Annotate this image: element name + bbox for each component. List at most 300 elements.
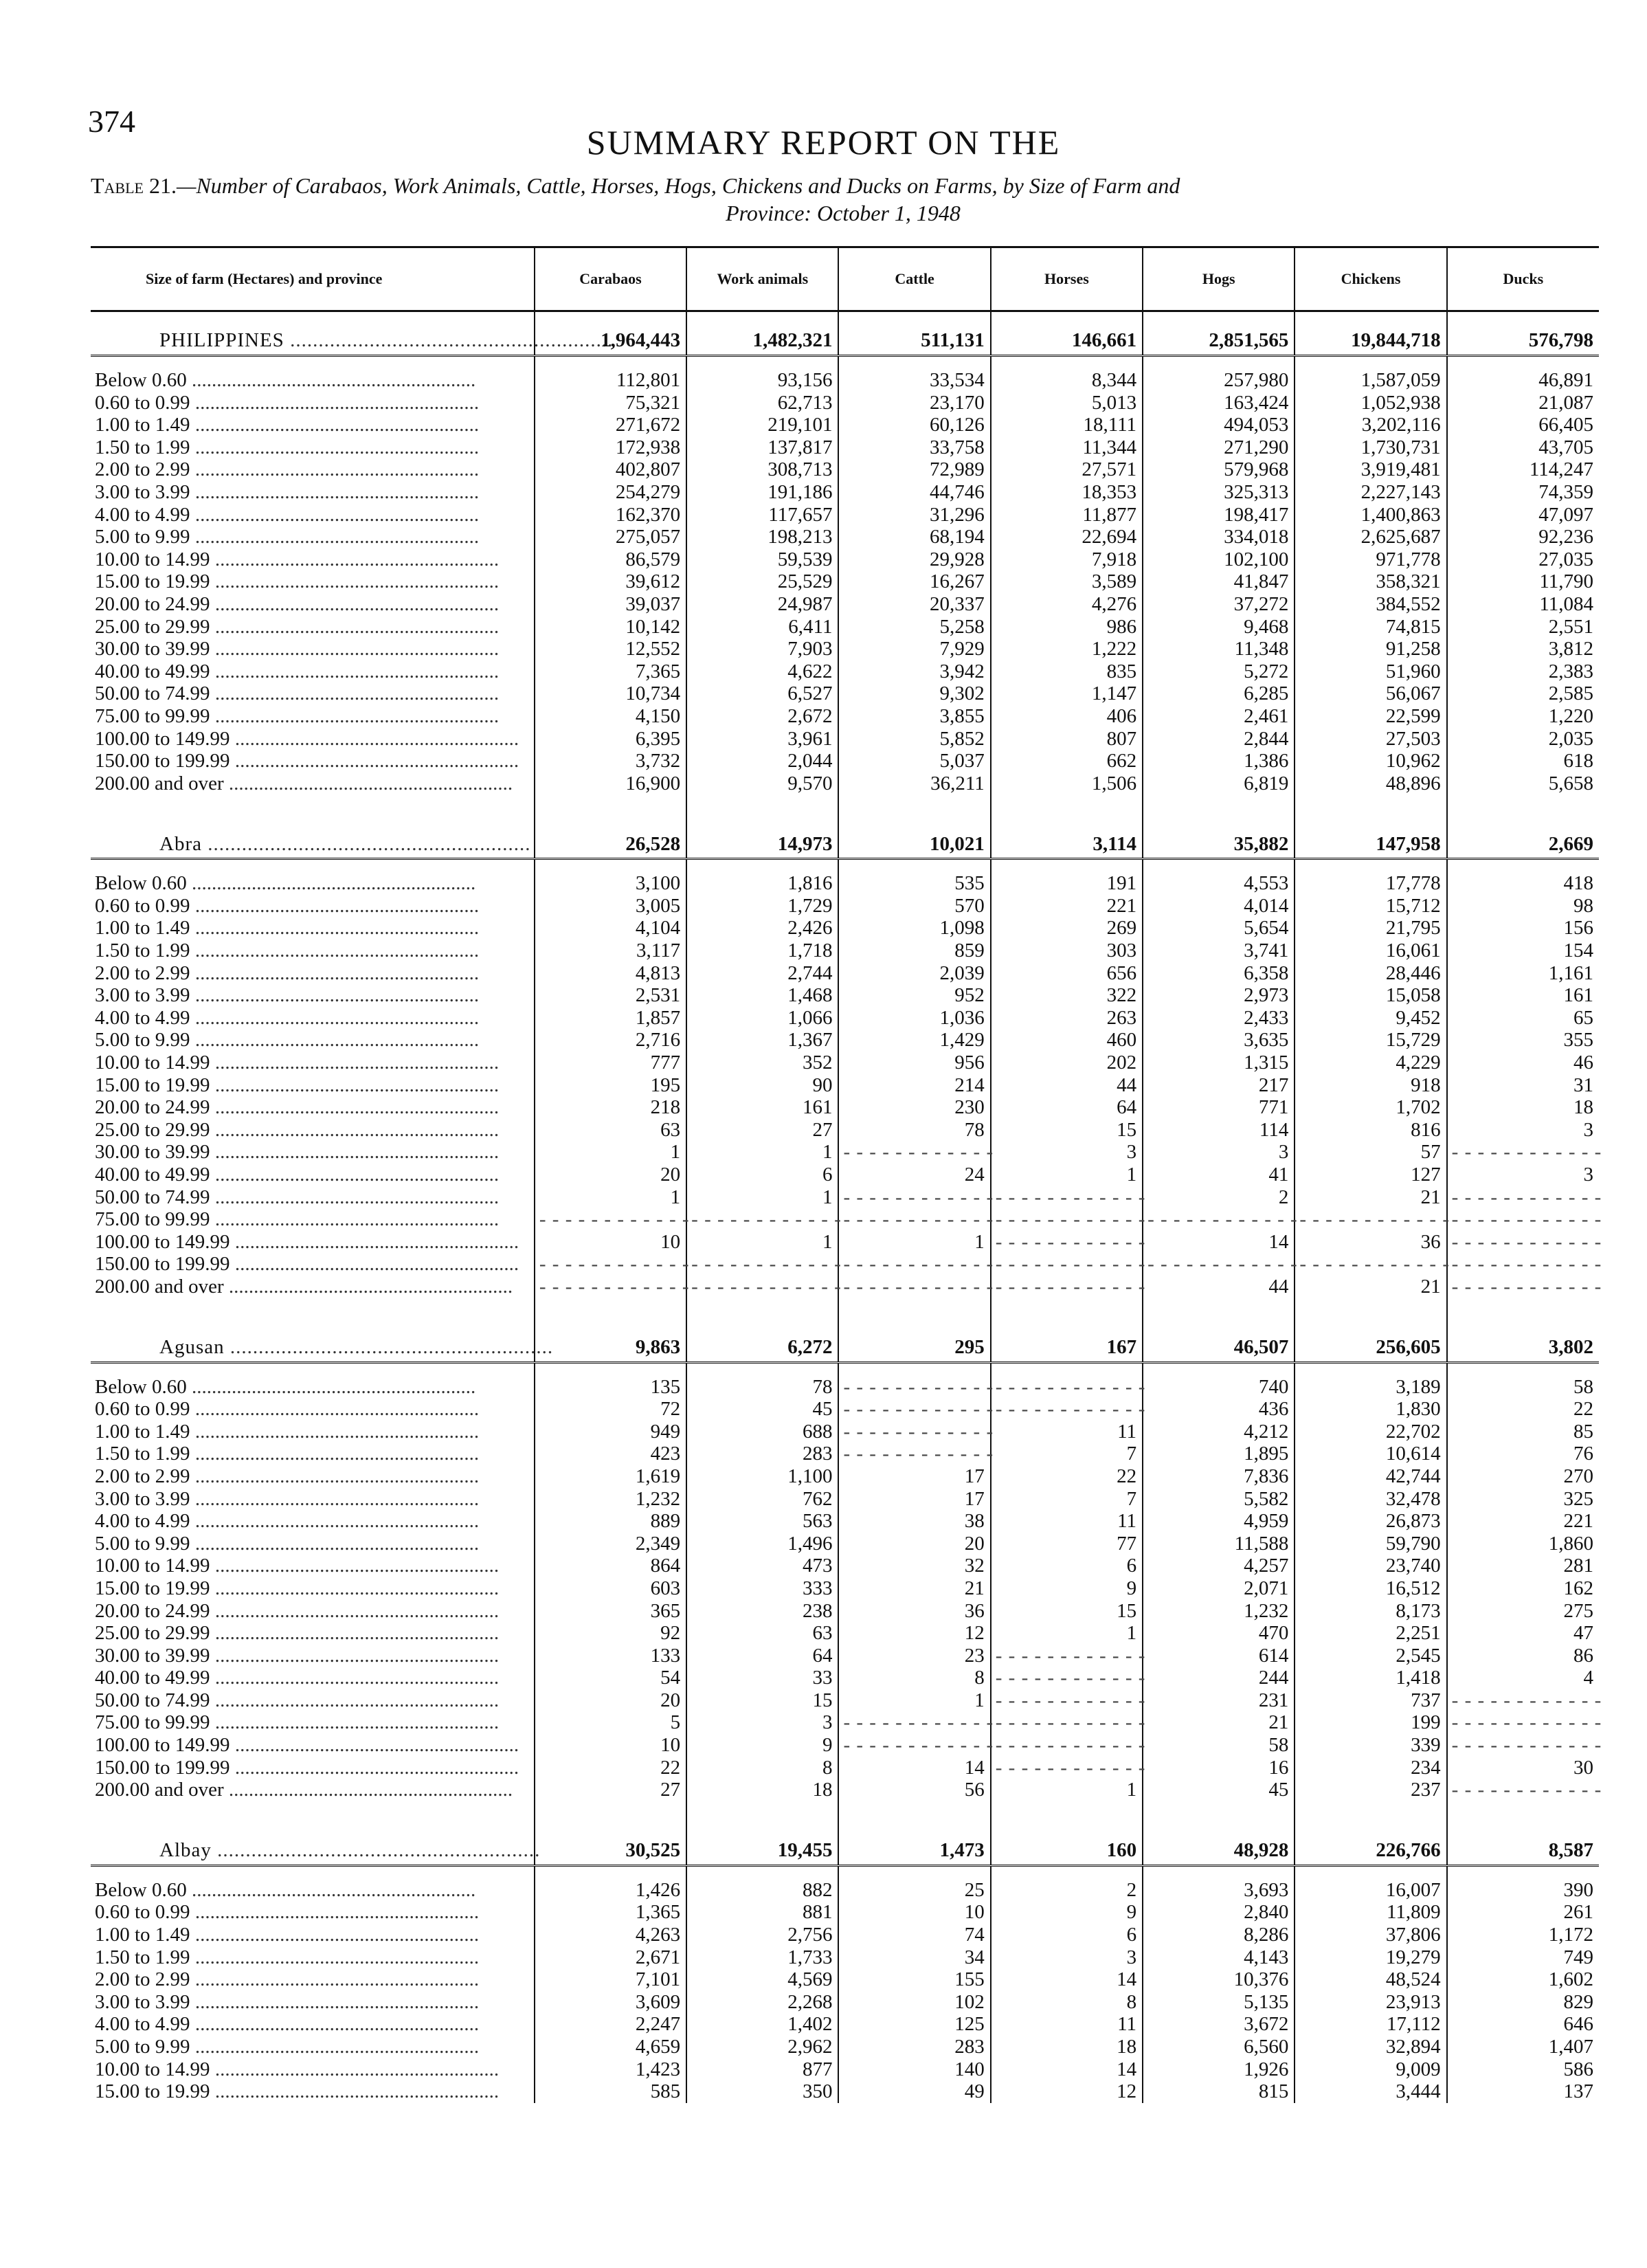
size-class-label: 15.00 to 19.99 <box>95 2080 210 2103</box>
value-cell: 78 <box>838 1119 990 1142</box>
value-cell: - - - - - - - - - - - - <box>838 1398 990 1421</box>
value-cell: 816 <box>1295 1119 1446 1142</box>
value-cell: 16,007 <box>1295 1879 1446 1902</box>
value-cell: 5,272 <box>1143 660 1295 683</box>
table-row <box>91 1141 1599 1164</box>
value-cell: 62,713 <box>686 392 838 414</box>
value-cell: 28,446 <box>1295 962 1446 985</box>
value-cell: 135 <box>535 1376 686 1399</box>
value-cell: 1,036 <box>838 1007 990 1030</box>
value-cell: 2,672 <box>686 705 838 728</box>
value-cell: 234 <box>1295 1757 1446 1779</box>
total-cell: 2,851,565 <box>1143 311 1295 356</box>
value-cell: 5,037 <box>838 750 990 772</box>
value-cell: - - - - - - - - - - - - <box>838 1376 990 1399</box>
value-cell: 78 <box>686 1376 838 1399</box>
value-cell: - - - - - - - - - - - - <box>686 1253 838 1276</box>
value-cell: 237 <box>1295 1779 1446 1801</box>
table-row <box>91 984 1599 1007</box>
size-class-label: 5.00 to 9.99 <box>95 1532 190 1555</box>
value-cell: 807 <box>991 728 1143 751</box>
size-class-cell: 4.00 to 4.99 ......................................................... <box>95 1510 480 1533</box>
size-class-cell: 10.00 to 14.99 ......................................................... <box>95 2058 500 2080</box>
table-row <box>91 1208 1599 1231</box>
size-class-label: 10.00 to 14.99 <box>95 1052 210 1074</box>
value-cell: 281 <box>1447 1555 1599 1577</box>
size-class-label: 40.00 to 49.99 <box>95 1667 210 1689</box>
value-cell: - - - - - - - - - - - - <box>838 1711 990 1734</box>
size-class-cell: 2.00 to 2.99 ......................................................... <box>95 458 480 481</box>
total-cell: 256,605 <box>1295 1319 1446 1363</box>
value-cell: - - - - - - - - - - - - <box>991 1667 1143 1689</box>
value-cell: 11 <box>991 1421 1143 1443</box>
size-class-label: 5.00 to 9.99 <box>95 526 190 548</box>
value-cell: 14 <box>838 1757 990 1779</box>
value-cell: - - - - - - - - - - - - <box>991 1208 1143 1231</box>
column-header-cattle: Cattle <box>838 247 990 311</box>
total-cell: 2,669 <box>1447 815 1599 859</box>
size-class-cell: 15.00 to 19.99 ......................................................... <box>95 2080 500 2103</box>
value-cell: 6,560 <box>1143 2036 1295 2058</box>
value-cell: - - - - - - - - - - - - <box>1447 1231 1599 1254</box>
value-cell: 42,744 <box>1295 1465 1446 1488</box>
value-cell: 221 <box>991 895 1143 918</box>
value-cell: 137,817 <box>686 436 838 459</box>
value-cell: 59,539 <box>686 548 838 571</box>
size-class-cell: 40.00 to 49.99 ......................................................... <box>95 660 500 682</box>
section-spacer <box>91 1298 1599 1319</box>
caption-lead: Table 21. <box>91 173 177 198</box>
value-cell: 3,919,481 <box>1295 458 1446 481</box>
value-cell: 11 <box>991 1510 1143 1533</box>
value-cell: 11,877 <box>991 504 1143 526</box>
size-class-cell: 100.00 to 149.99 ......................................................... <box>95 1734 519 1757</box>
value-cell: 1,468 <box>686 984 838 1007</box>
value-cell: 283 <box>838 2036 990 2058</box>
value-cell: 22,599 <box>1295 705 1446 728</box>
value-cell: 1,407 <box>1447 2036 1599 2058</box>
value-cell: 16,900 <box>535 772 686 795</box>
value-cell: 23,170 <box>838 392 990 414</box>
value-cell: 1,100 <box>686 1465 838 1488</box>
size-class-label: 30.00 to 39.99 <box>95 638 210 660</box>
value-cell: 37,272 <box>1143 593 1295 616</box>
section-spacer <box>91 794 1599 815</box>
size-class-label: 15.00 to 19.99 <box>95 1577 210 1599</box>
value-cell: 1 <box>991 1622 1143 1645</box>
table-row <box>91 1924 1599 1946</box>
value-cell: 9,468 <box>1143 616 1295 638</box>
value-cell: 27,503 <box>1295 728 1446 751</box>
value-cell: 20 <box>535 1689 686 1712</box>
value-cell: 585 <box>535 2080 686 2103</box>
size-class-label: 10.00 to 14.99 <box>95 1555 210 1577</box>
value-cell: 16,061 <box>1295 940 1446 962</box>
value-cell: 137 <box>1447 2080 1599 2103</box>
value-cell: 86,579 <box>535 548 686 571</box>
value-cell: 191 <box>991 872 1143 895</box>
value-cell: 41 <box>1143 1164 1295 1186</box>
size-class-cell: 10.00 to 14.99 ......................................................... <box>95 1052 500 1074</box>
value-cell: 1 <box>686 1231 838 1254</box>
value-cell: 31 <box>1447 1074 1599 1097</box>
value-cell: 20 <box>535 1164 686 1186</box>
value-cell: 864 <box>535 1555 686 1577</box>
value-cell: 9 <box>686 1734 838 1757</box>
total-cell: 147,958 <box>1295 815 1446 859</box>
size-class-label: 4.00 to 4.99 <box>95 1510 190 1533</box>
size-class-cell: 1.50 to 1.99 ......................................................... <box>95 1443 480 1465</box>
value-cell: 34 <box>838 1946 990 1969</box>
value-cell: 22 <box>1447 1398 1599 1421</box>
value-cell: 17,778 <box>1295 872 1446 895</box>
value-cell: 20 <box>838 1533 990 1555</box>
value-cell: 2,671 <box>535 1946 686 1969</box>
size-class-label: 30.00 to 39.99 <box>95 1644 210 1667</box>
value-cell: 740 <box>1143 1376 1295 1399</box>
value-cell: 4,659 <box>535 2036 686 2058</box>
size-class-label: 0.60 to 0.99 <box>95 391 190 414</box>
value-cell: 16,512 <box>1295 1577 1446 1600</box>
value-cell: 3,635 <box>1143 1029 1295 1052</box>
table-row <box>91 1555 1599 1577</box>
value-cell: 36 <box>838 1600 990 1623</box>
value-cell: 1,860 <box>1447 1533 1599 1555</box>
size-class-cell: 3.00 to 3.99 ......................................................... <box>95 984 480 1007</box>
total-cell: 295 <box>838 1319 990 1363</box>
running-head: SUMMARY REPORT ON THE <box>586 123 1061 162</box>
value-cell: 10,962 <box>1295 750 1446 772</box>
value-cell: 494,053 <box>1143 414 1295 436</box>
size-class-label: 1.00 to 1.49 <box>95 917 190 940</box>
row-spacer <box>91 1362 1599 1376</box>
value-cell: 4,553 <box>1143 872 1295 895</box>
value-cell: 1 <box>838 1231 990 1254</box>
value-cell: 22,702 <box>1295 1421 1446 1443</box>
table-row <box>91 2058 1599 2081</box>
table-row <box>91 1991 1599 2014</box>
table-row <box>91 962 1599 985</box>
value-cell: 956 <box>838 1052 990 1074</box>
size-class-cell: 40.00 to 49.99 ......................................................... <box>95 1667 500 1689</box>
value-cell: 418 <box>1447 872 1599 895</box>
table-row <box>91 772 1599 795</box>
size-class-cell: 150.00 to 199.99 ......................................................... <box>95 1756 519 1779</box>
value-cell: 21 <box>838 1577 990 1600</box>
value-cell: 1,816 <box>686 872 838 895</box>
total-cell: 35,882 <box>1143 815 1295 859</box>
value-cell: - - - - - - - - - - - - <box>1447 1689 1599 1712</box>
total-cell: 19,455 <box>686 1822 838 1866</box>
size-class-cell: 0.60 to 0.99 ......................................................... <box>95 1901 480 1924</box>
value-cell: 835 <box>991 660 1143 683</box>
size-class-cell: 75.00 to 99.99 ......................................................... <box>95 1711 500 1734</box>
size-class-cell: 3.00 to 3.99 ......................................................... <box>95 480 480 503</box>
value-cell: 198,417 <box>1143 504 1295 526</box>
value-cell: 2,071 <box>1143 1577 1295 1600</box>
value-cell: 271,672 <box>535 414 686 436</box>
table-row <box>91 638 1599 660</box>
value-cell: - - - - - - - - - - - - <box>686 1208 838 1231</box>
value-cell: 1,386 <box>1143 750 1295 772</box>
value-cell: 2,227,143 <box>1295 481 1446 504</box>
size-class-label: 1.50 to 1.99 <box>95 436 190 458</box>
size-class-cell: 0.60 to 0.99 ......................................................... <box>95 391 480 414</box>
size-class-label: 10.00 to 14.99 <box>95 2058 210 2080</box>
table-row <box>91 1879 1599 1902</box>
total-cell: 1,964,443 <box>535 311 686 356</box>
province-name: Abra ......................................................... <box>91 815 535 859</box>
row-spacer <box>91 859 1599 873</box>
value-cell: 199 <box>1295 1711 1446 1734</box>
province-name: Agusan ......................................................... <box>91 1319 535 1363</box>
value-cell: 162 <box>1447 1577 1599 1600</box>
size-class-label: 4.00 to 4.99 <box>95 2013 190 2036</box>
value-cell: 38 <box>838 1510 990 1533</box>
size-class-label: 30.00 to 39.99 <box>95 1141 210 1164</box>
value-cell: - - - - - - - - - - - - <box>1447 1186 1599 1209</box>
size-class-cell: 1.00 to 1.49 ......................................................... <box>95 1420 480 1443</box>
size-class-cell: 4.00 to 4.99 ......................................................... <box>95 1006 480 1029</box>
value-cell: 68,194 <box>838 526 990 548</box>
value-cell: 22 <box>991 1465 1143 1488</box>
value-cell: 6,411 <box>686 616 838 638</box>
size-class-cell: 200.00 and over ......................................................... <box>95 772 513 794</box>
size-class-cell: 4.00 to 4.99 ......................................................... <box>95 2013 480 2036</box>
value-cell: 112,801 <box>535 369 686 392</box>
value-cell: 12,552 <box>535 638 686 660</box>
value-cell: 949 <box>535 1421 686 1443</box>
table-row <box>91 1645 1599 1667</box>
size-class-cell: 0.60 to 0.99 ......................................................... <box>95 1398 480 1421</box>
table-row <box>91 750 1599 772</box>
table-row <box>91 1096 1599 1119</box>
value-cell: 2,545 <box>1295 1645 1446 1667</box>
value-cell: - - - - - - - - - - - - <box>991 1253 1143 1276</box>
table-caption <box>91 172 1595 227</box>
value-cell: 117,657 <box>686 504 838 526</box>
value-cell: 47,097 <box>1447 504 1599 526</box>
table-row <box>91 1510 1599 1533</box>
value-cell: 3,693 <box>1143 1879 1295 1902</box>
page-number: 374 <box>88 104 135 139</box>
value-cell: 1,429 <box>838 1029 990 1052</box>
value-cell: 5,852 <box>838 728 990 751</box>
value-cell: 5,582 <box>1143 1488 1295 1511</box>
size-class-cell: 100.00 to 149.99 ......................................................... <box>95 1230 519 1253</box>
value-cell: 6 <box>991 1924 1143 1946</box>
value-cell: 350 <box>686 2080 838 2103</box>
value-cell: 384,552 <box>1295 593 1446 616</box>
value-cell: 254,279 <box>535 481 686 504</box>
value-cell: 762 <box>686 1488 838 1511</box>
value-cell: - - - - - - - - - - - - <box>535 1208 686 1231</box>
value-cell: 1,418 <box>1295 1667 1446 1689</box>
value-cell: 21,087 <box>1447 392 1599 414</box>
value-cell: 9,570 <box>686 772 838 795</box>
size-class-label: 150.00 to 199.99 <box>95 1253 230 1276</box>
table-header-row <box>91 247 1599 311</box>
table-row <box>91 1074 1599 1097</box>
total-cell: 576,798 <box>1447 311 1599 356</box>
value-cell: 63 <box>535 1119 686 1142</box>
table-row <box>91 593 1599 616</box>
value-cell: 1,423 <box>535 2058 686 2081</box>
value-cell: 72,989 <box>838 458 990 481</box>
value-cell: 36 <box>1295 1231 1446 1254</box>
value-cell: 1,506 <box>991 772 1143 795</box>
value-cell: 90 <box>686 1074 838 1097</box>
value-cell: 257,980 <box>1143 369 1295 392</box>
value-cell: 3,855 <box>838 705 990 728</box>
value-cell: 365 <box>535 1600 686 1623</box>
value-cell: 74,359 <box>1447 481 1599 504</box>
value-cell: 64 <box>991 1096 1143 1119</box>
value-cell: 244 <box>1143 1667 1295 1689</box>
value-cell: 1,733 <box>686 1946 838 1969</box>
size-class-label: 75.00 to 99.99 <box>95 1208 210 1231</box>
value-cell: 44,746 <box>838 481 990 504</box>
size-class-cell: 30.00 to 39.99 ......................................................... <box>95 638 500 660</box>
value-cell: 952 <box>838 984 990 1007</box>
size-class-label: 40.00 to 49.99 <box>95 1164 210 1186</box>
value-cell: 18 <box>991 2036 1143 2058</box>
value-cell: - - - - - - - - - - - - <box>838 1734 990 1757</box>
table-row <box>91 872 1599 895</box>
value-cell: 63 <box>686 1622 838 1645</box>
size-class-cell: 1.50 to 1.99 ......................................................... <box>95 1946 480 1968</box>
value-cell: 114 <box>1143 1119 1295 1142</box>
value-cell: 221 <box>1447 1510 1599 1533</box>
size-class-label: 40.00 to 49.99 <box>95 660 210 682</box>
value-cell: 10 <box>535 1734 686 1757</box>
value-cell: 882 <box>686 1879 838 1902</box>
size-class-cell: 1.00 to 1.49 ......................................................... <box>95 1924 480 1946</box>
column-header-ducks: Ducks <box>1447 247 1599 311</box>
value-cell: 3,961 <box>686 728 838 751</box>
row-spacer <box>91 356 1599 370</box>
value-cell: 11,084 <box>1447 593 1599 616</box>
size-class-cell: 50.00 to 74.99 ......................................................... <box>95 1186 500 1208</box>
province-name-label: Abra <box>159 832 202 855</box>
size-class-cell: 30.00 to 39.99 ......................................................... <box>95 1644 500 1667</box>
value-cell: 1,587,059 <box>1295 369 1446 392</box>
caption-text: —Number of Carabaos, Work Animals, Cattle, Horses, Hogs, Chickens and Ducks on Farms, by Size of Farm and <box>177 173 1180 198</box>
value-cell: 238 <box>686 1600 838 1623</box>
value-cell: 15 <box>686 1689 838 1712</box>
value-cell: 662 <box>991 750 1143 772</box>
value-cell: 27,571 <box>991 458 1143 481</box>
value-cell: - - - - - - - - - - - - <box>991 1711 1143 1734</box>
value-cell: 33,534 <box>838 369 990 392</box>
value-cell: 579,968 <box>1143 458 1295 481</box>
value-cell: 4,143 <box>1143 1946 1295 1969</box>
value-cell: 4,229 <box>1295 1052 1446 1074</box>
size-class-label: 25.00 to 29.99 <box>95 615 210 638</box>
table-row <box>91 1667 1599 1689</box>
value-cell: 31,296 <box>838 504 990 526</box>
value-cell: 1,602 <box>1447 1968 1599 1991</box>
value-cell: - - - - - - - - - - - - <box>1295 1253 1446 1276</box>
value-cell: 402,807 <box>535 458 686 481</box>
value-cell: 77 <box>991 1533 1143 1555</box>
value-cell: 918 <box>1295 1074 1446 1097</box>
value-cell: 2,625,687 <box>1295 526 1446 548</box>
value-cell: 8 <box>991 1991 1143 2014</box>
table-row <box>91 1421 1599 1443</box>
value-cell: 325 <box>1447 1488 1599 1511</box>
table-row <box>91 1253 1599 1276</box>
value-cell: 1,098 <box>838 917 990 940</box>
size-class-cell: 5.00 to 9.99 ......................................................... <box>95 1029 480 1052</box>
value-cell: 2,039 <box>838 962 990 985</box>
value-cell: 2,756 <box>686 1924 838 1946</box>
table-row <box>91 616 1599 638</box>
size-class-label: 100.00 to 149.99 <box>95 1734 230 1757</box>
value-cell: 32,478 <box>1295 1488 1446 1511</box>
value-cell: 86 <box>1447 1645 1599 1667</box>
value-cell: 646 <box>1447 2013 1599 2036</box>
province-total-row <box>91 815 1599 859</box>
value-cell: 325,313 <box>1143 481 1295 504</box>
total-cell: 19,844,718 <box>1295 311 1446 356</box>
table-body <box>91 311 1602 2103</box>
table-row <box>91 1622 1599 1645</box>
value-cell: 1 <box>838 1689 990 1712</box>
column-header-work-animals: Work animals <box>686 247 838 311</box>
value-cell: 9,452 <box>1295 1007 1446 1030</box>
size-class-cell: 75.00 to 99.99 ......................................................... <box>95 704 500 727</box>
value-cell: 18 <box>1447 1096 1599 1119</box>
value-cell: 195 <box>535 1074 686 1097</box>
size-class-label: 0.60 to 0.99 <box>95 894 190 917</box>
value-cell: 339 <box>1295 1734 1446 1757</box>
value-cell: 74 <box>838 1924 990 1946</box>
value-cell: 322 <box>991 984 1143 1007</box>
size-class-cell: 3.00 to 3.99 ......................................................... <box>95 1487 480 1510</box>
value-cell: 9,009 <box>1295 2058 1446 2081</box>
value-cell: 58 <box>1447 1376 1599 1399</box>
value-cell: 51,960 <box>1295 660 1446 683</box>
value-cell: 23 <box>838 1645 990 1667</box>
value-cell: 618 <box>1447 750 1599 772</box>
province-total-row <box>91 1822 1599 1866</box>
size-class-label: 2.00 to 2.99 <box>95 458 190 481</box>
value-cell: 1,830 <box>1295 1398 1446 1421</box>
total-cell: 6,272 <box>686 1319 838 1363</box>
value-cell: 570 <box>838 895 990 918</box>
table-row <box>91 481 1599 504</box>
value-cell: 15,058 <box>1295 984 1446 1007</box>
size-class-cell: 150.00 to 199.99 ......................................................... <box>95 1253 519 1276</box>
value-cell: - - - - - - - - - - - - <box>535 1253 686 1276</box>
table-row <box>91 369 1599 392</box>
value-cell: 656 <box>991 962 1143 985</box>
table-row <box>91 1376 1599 1399</box>
value-cell: 49 <box>838 2080 990 2103</box>
size-class-cell: 1.00 to 1.49 ......................................................... <box>95 414 480 436</box>
value-cell: 406 <box>991 705 1143 728</box>
value-cell: 3 <box>991 1141 1143 1164</box>
value-cell: 56,067 <box>1295 682 1446 705</box>
value-cell: - - - - - - - - - - - - <box>838 1208 990 1231</box>
value-cell: 8,344 <box>991 369 1143 392</box>
value-cell: 27,035 <box>1447 548 1599 571</box>
value-cell: 32,894 <box>1295 2036 1446 2058</box>
size-class-cell: 15.00 to 19.99 ......................................................... <box>95 570 500 593</box>
value-cell: 1,147 <box>991 682 1143 705</box>
size-class-label: 1.00 to 1.49 <box>95 1420 190 1443</box>
